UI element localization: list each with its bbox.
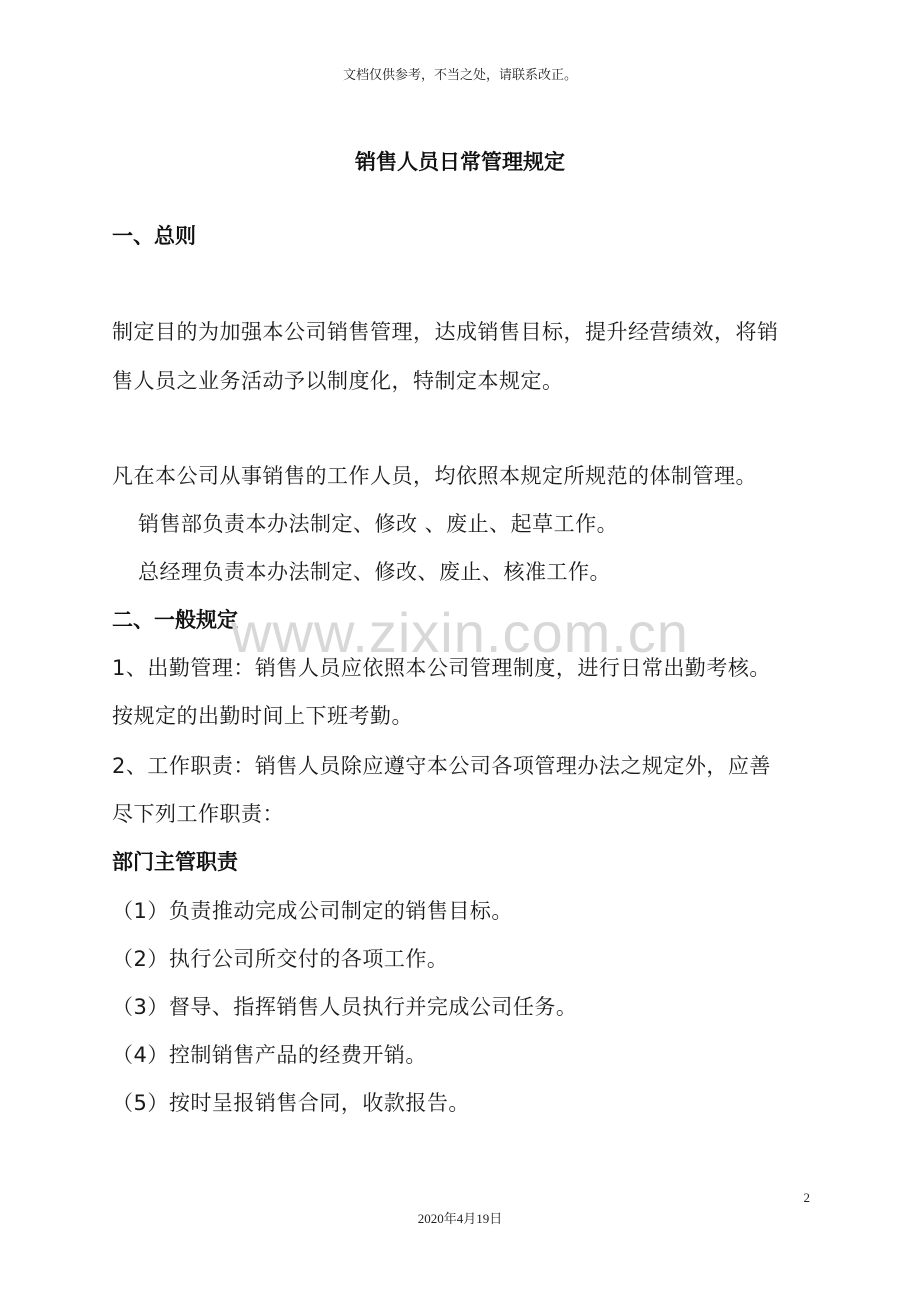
list-item: （1）负责推动完成公司制定的销售目标。 — [112, 899, 513, 923]
rule-duties-line1: 2、工作职责：销售人员除应遵守本公司各项管理办法之规定外，应善 — [112, 754, 771, 778]
list-item: （2）执行公司所交付的各项工作。 — [112, 947, 449, 971]
list-item: （4）控制销售产品的经费开销。 — [112, 1043, 427, 1067]
paragraph-sales-dept: 销售部负责本办法制定、修改 、废止、起草工作。 — [138, 512, 619, 536]
paragraph-scope: 凡在本公司从事销售的工作人员，均依照本规定所规范的体制管理。 — [112, 464, 757, 488]
rule-attendance-line1: 1、出勤管理：销售人员应依照本公司管理制度，进行日常出勤考核。 — [112, 656, 771, 680]
page-number: 2 — [803, 1190, 810, 1205]
paragraph-purpose-line1: 制定目的为加强本公司销售管理，达成销售目标，提升经营绩效，将销 — [112, 320, 779, 344]
rule-duties-line2: 尽下列工作职责： — [112, 802, 284, 826]
watermark: www.zixin.com.cn — [231, 601, 689, 664]
list-item: （3）督导、指挥销售人员执行并完成公司任务。 — [112, 995, 578, 1019]
header-note: 文档仅供参考，不当之处，请联系改正。 — [342, 68, 577, 83]
rule-attendance-line2: 按规定的出勤时间上下班考勤。 — [112, 704, 413, 728]
document-title: 销售人员日常管理规定 — [355, 150, 565, 174]
dept-head-heading: 部门主管职责 — [112, 850, 238, 874]
paragraph-purpose-line2: 售人员之业务活动予以制度化，特制定本规定。 — [112, 369, 564, 393]
section-heading-general: 一、总则 — [112, 224, 196, 248]
footer-date: 2020年4月19日 — [417, 1211, 503, 1226]
paragraph-general-manager: 总经理负责本办法制定、修改、废止、核准工作。 — [138, 560, 611, 584]
list-item: （5）按时呈报销售合同，收款报告。 — [112, 1091, 470, 1115]
section-heading-rules: 二、一般规定 — [112, 608, 238, 632]
